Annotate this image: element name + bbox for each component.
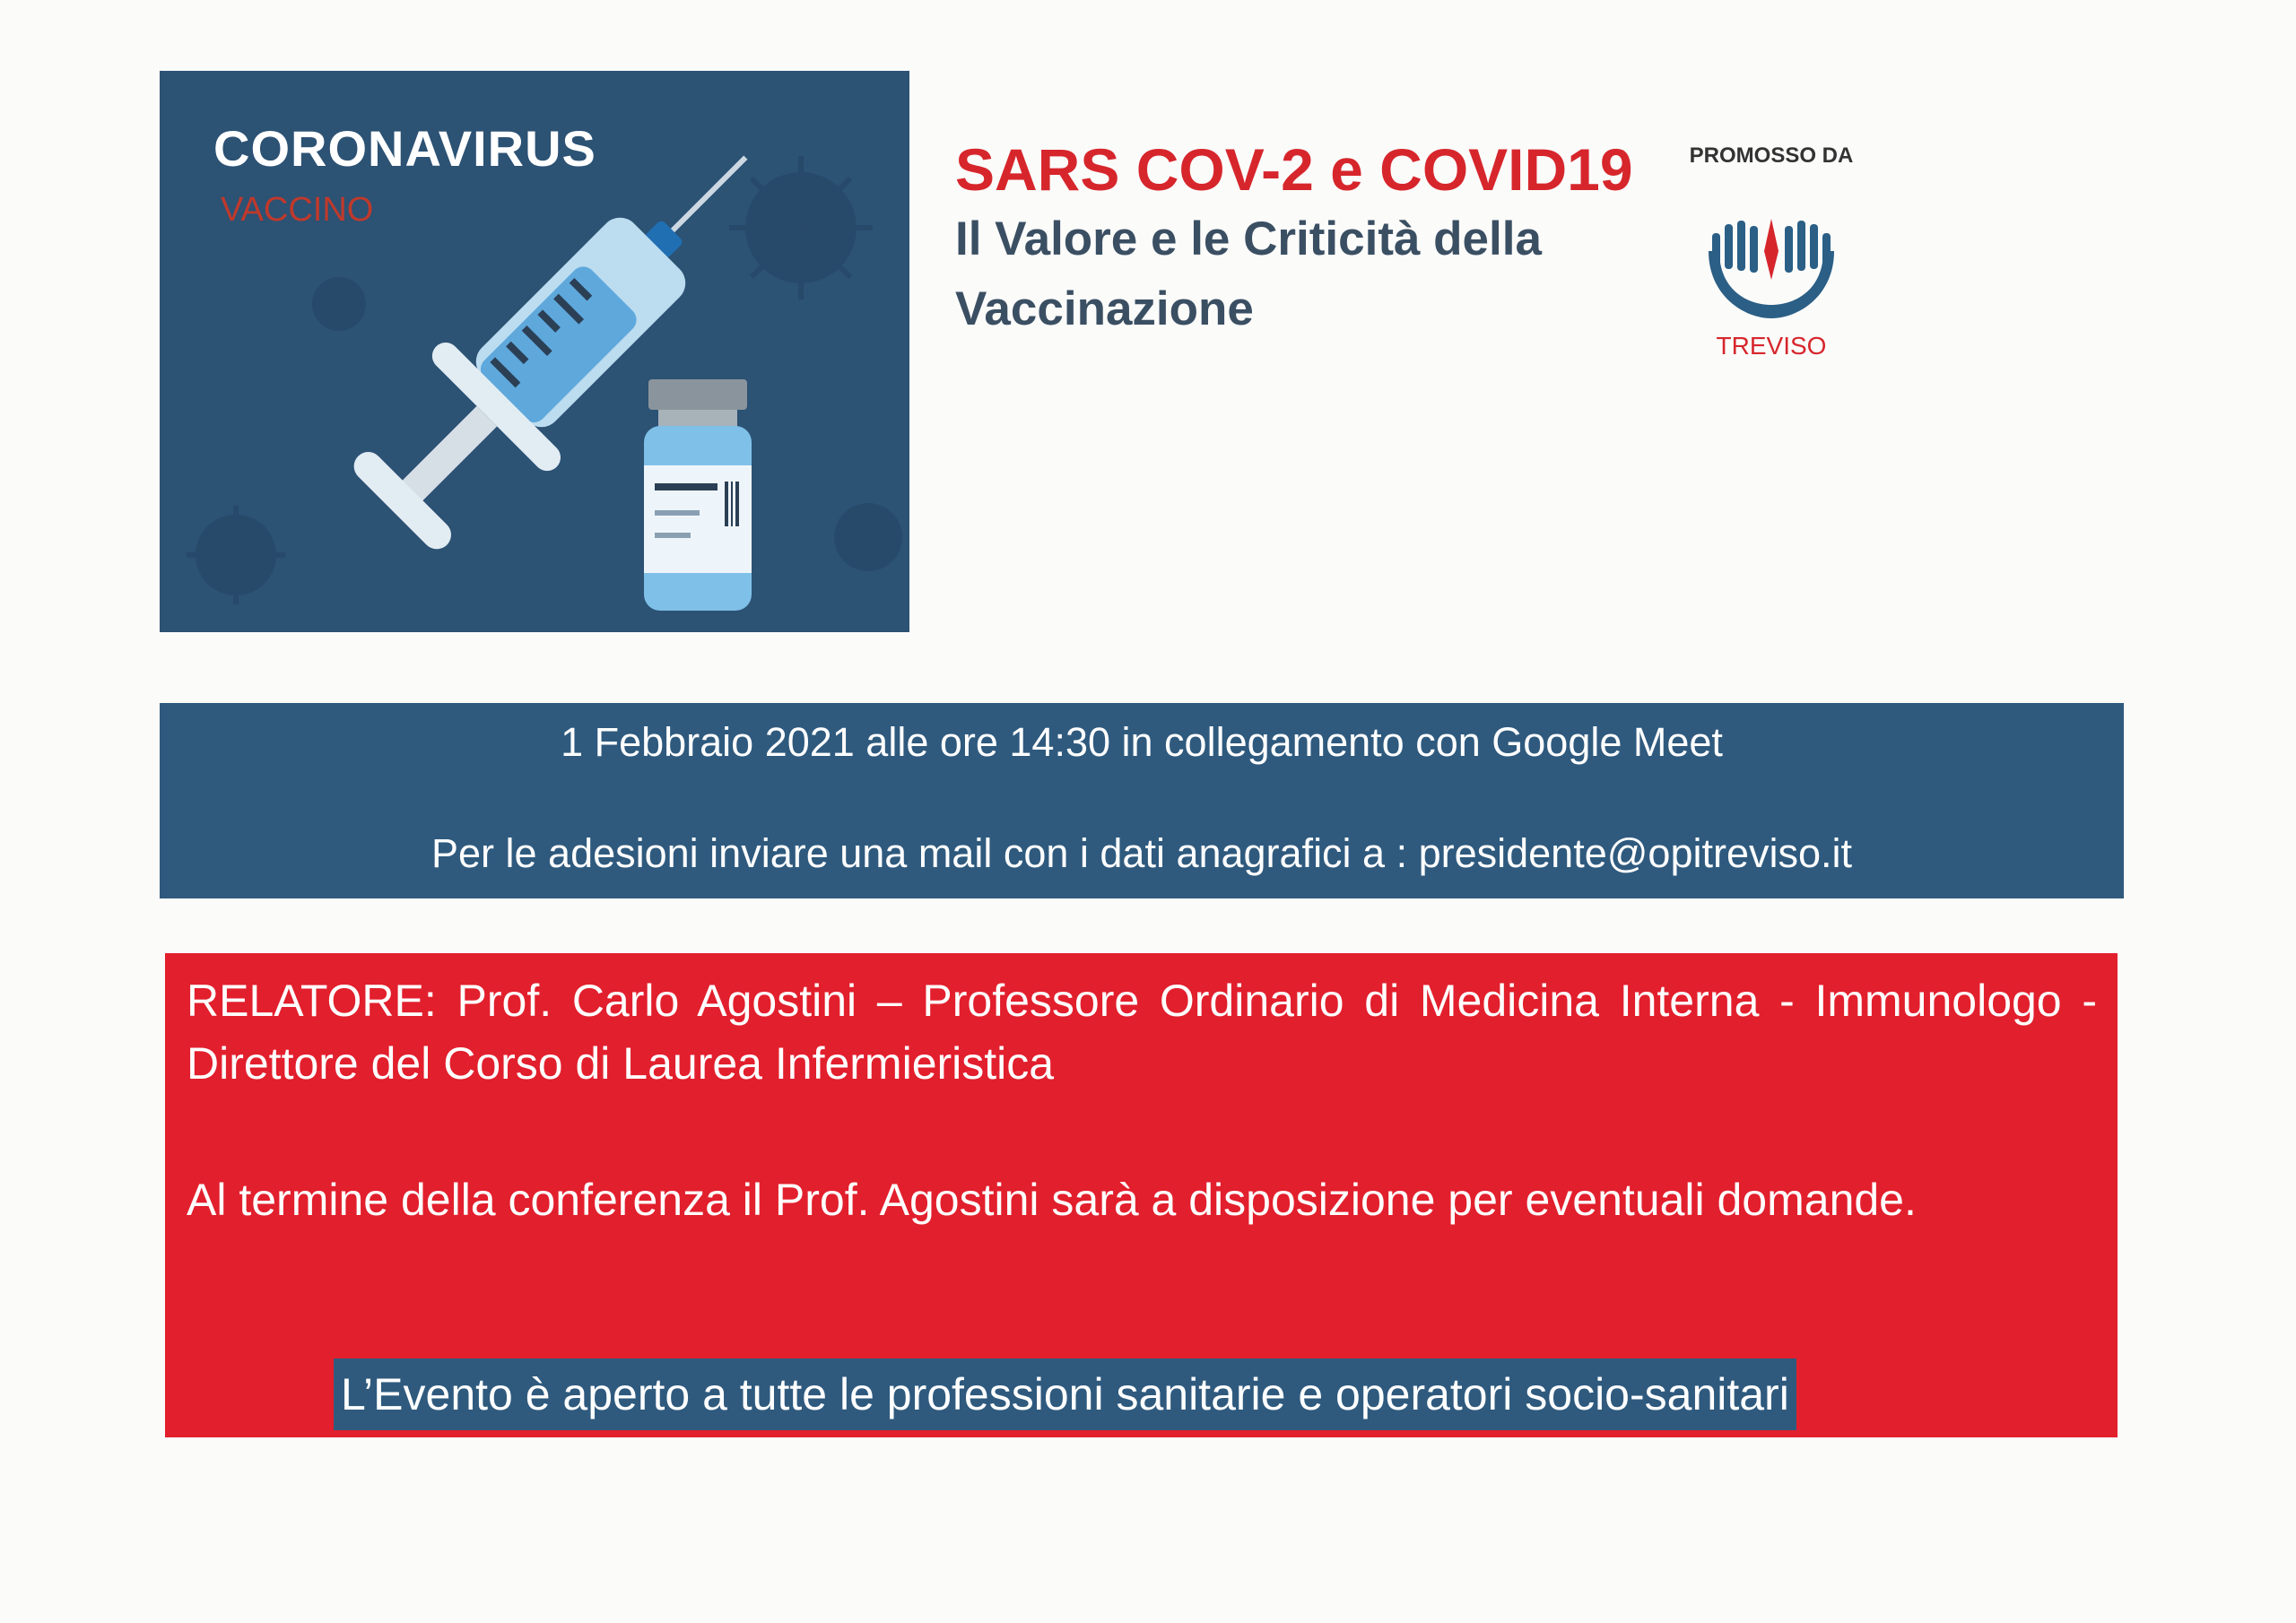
event-date-line: 1 Febbraio 2021 alle ore 14:30 in collegamento con Google Meet <box>561 719 1723 765</box>
banner-subtitle: VACCINO <box>221 191 374 229</box>
coronavirus-vaccine-banner <box>160 71 909 632</box>
promoter-name: TREVISO <box>1716 332 1827 360</box>
speaker-description: RELATORE: Prof. Carlo Agostini – Professore Ordinario di Medicina Interna - Immunologo - Direttore del Corso di Laurea Infermieristica <box>187 976 2097 1089</box>
promoter-label: PROMOSSO DA <box>1689 143 1854 168</box>
opi-hands-logo <box>1700 215 1843 323</box>
banner-title: CORONAVIRUS <box>213 120 596 177</box>
audience-note: L’Evento è aperto a tutte le professioni sanitarie e operatori socio-sanitari <box>334 1358 1796 1430</box>
registration-line: Per le adesioni inviare una mail con i dati anagrafici a : presidente@opitreviso.it <box>430 830 1853 876</box>
promoter-block <box>1664 143 1879 360</box>
speaker-band <box>165 953 2118 1437</box>
event-title: SARS COV-2 e COVID19 <box>955 136 1633 203</box>
vaccine-vial-icon <box>644 379 752 611</box>
event-info-band <box>160 703 2124 898</box>
closing-note: Al termine della conferenza il Prof. Agostini sarà a disposizione per eventuali domande. <box>187 1175 1917 1225</box>
event-subtitle: Il Valore e le Criticità della Vaccinazione <box>955 213 1542 335</box>
event-heading <box>955 135 1637 344</box>
